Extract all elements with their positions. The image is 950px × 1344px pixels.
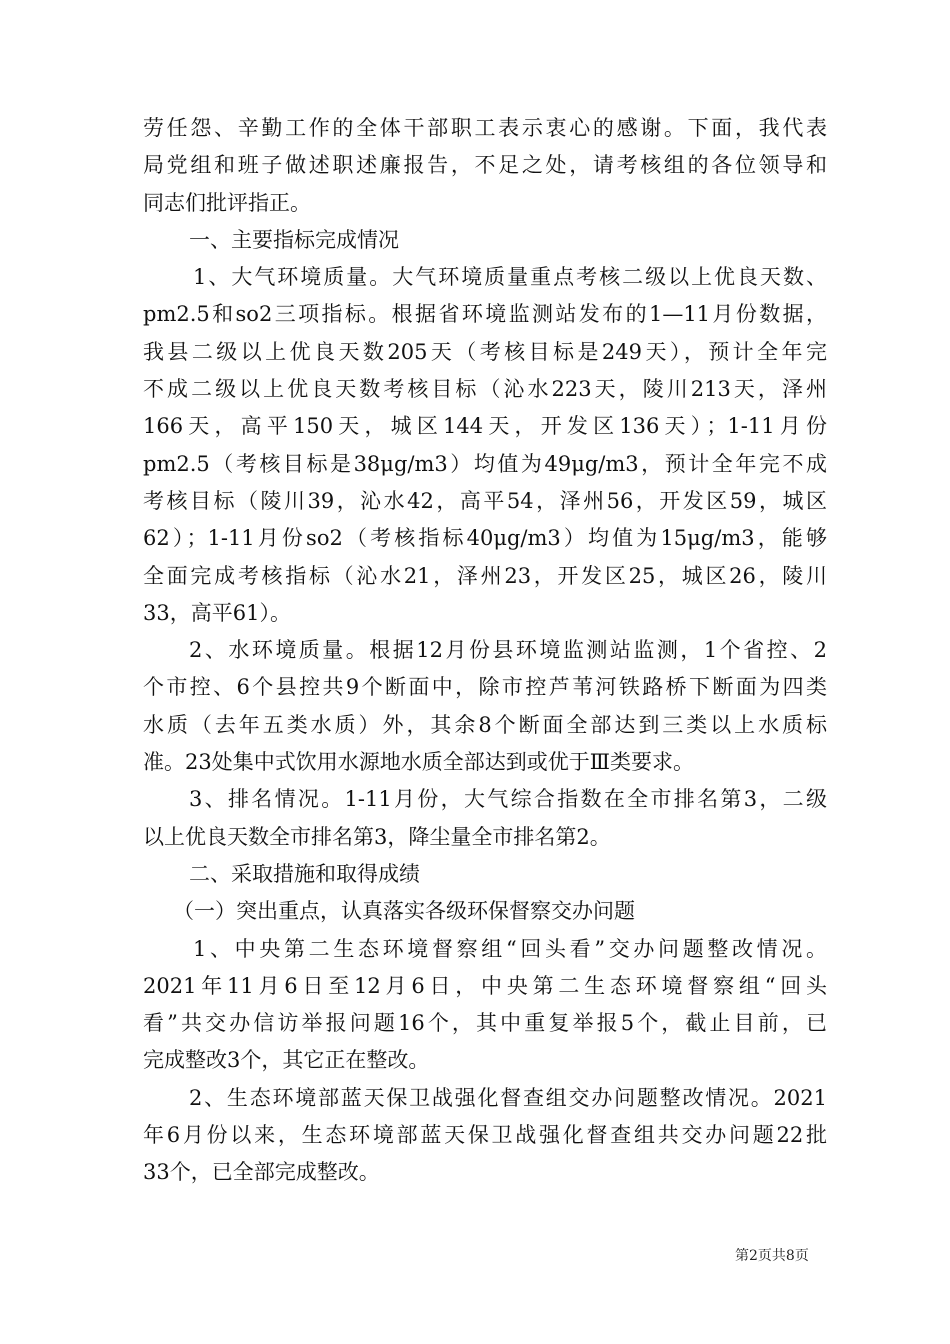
paragraph (143, 222, 827, 259)
text-line: 局党组和班子做述职述廉报告，不足之处，请考核组的各位领导和 (143, 153, 827, 178)
page-number: 第2页共8页 (735, 1248, 809, 1264)
text-line: pm2.5（考核目标是38μg/m3）均值为49μg/m3，预计全年完不成 (143, 451, 827, 476)
text-line: 以上优良天数全市排名第3，降尘量全市排名第2。 (143, 824, 611, 849)
text-line: 166天，高平150天，城区144天，开发区136天）；1-11月份 (143, 414, 827, 439)
paragraph (143, 110, 827, 222)
text-line: 年6月份以来，生态环境部蓝天保卫战强化督查组共交办问题22批 (143, 1123, 827, 1148)
text-line: 我县二级以上优良天数205天（考核目标是249天），预计全年完 (143, 339, 827, 364)
paragraph (143, 856, 827, 893)
text-line: 33个，已全部完成整改。 (143, 1160, 380, 1185)
document-body (143, 110, 827, 1192)
text-line: 考核目标（陵川39，沁水42，高平54，泽州56，开发区59，城区 (143, 488, 827, 513)
text-line: 完成整改3个，其它正在整改。 (143, 1048, 430, 1073)
text-line: 2、生态环境部蓝天保卫战强化督查组交办问题整改情况。2021 (189, 1085, 827, 1110)
text-line: 一、主要指标完成情况 (189, 227, 399, 252)
text-line: 水质（去年五类水质）外，其余8个断面全部达到三类以上水质标 (143, 712, 827, 737)
text-line: 1、大气环境质量。大气环境质量重点考核二级以上优良天数、 (193, 265, 827, 290)
text-line: 同志们批评指正。 (143, 190, 311, 215)
text-line: 2021年11月6日至12月6日，中央第二生态环境督察组“回头 (143, 973, 827, 998)
text-line: pm2.5和so2三项指标。根据省环境监测站发布的1—11月份数据， (143, 302, 827, 327)
text-line: 看”共交办信访举报问题16个，其中重复举报5个，截止目前，已 (143, 1011, 827, 1036)
text-line: （一）突出重点，认真落实各级环保督察交办问题 (173, 899, 635, 924)
paragraph (143, 781, 827, 856)
text-line: 3、排名情况。1-11月份，大气综合指数在全市排名第3，二级 (189, 787, 827, 812)
paragraph (143, 893, 827, 930)
text-line: 1、中央第二生态环境督察组“回头看”交办问题整改情况。 (193, 936, 827, 961)
text-line: 62）；1-11月份so2（考核指标40μg/m3）均值为15μg/m3，能够 (143, 526, 827, 551)
text-line: 33，高平61）。 (143, 600, 291, 625)
paragraph (143, 259, 827, 632)
text-line: 准。23处集中式饮用水源地水质全部达到或优于Ⅲ类要求。 (143, 750, 694, 775)
paragraph (143, 632, 827, 781)
text-line: 2、水环境质量。根据12月份县环境监测站监测，1个省控、2 (189, 638, 827, 663)
paragraph (143, 931, 827, 1080)
paragraph (143, 1080, 827, 1192)
text-line: 个市控、6个县控共9个断面中，除市控芦苇河铁路桥下断面为四类 (143, 675, 827, 700)
text-line: 不成二级以上优良天数考核目标（沁水223天，陵川213天，泽州 (143, 377, 827, 402)
text-line: 全面完成考核指标（沁水21，泽州23，开发区25，城区26，陵川 (143, 563, 827, 588)
text-line: 劳任怨、辛勤工作的全体干部职工表示衷心的感谢。下面，我代表 (143, 116, 827, 140)
text-line: 二、采取措施和取得成绩 (189, 861, 420, 886)
